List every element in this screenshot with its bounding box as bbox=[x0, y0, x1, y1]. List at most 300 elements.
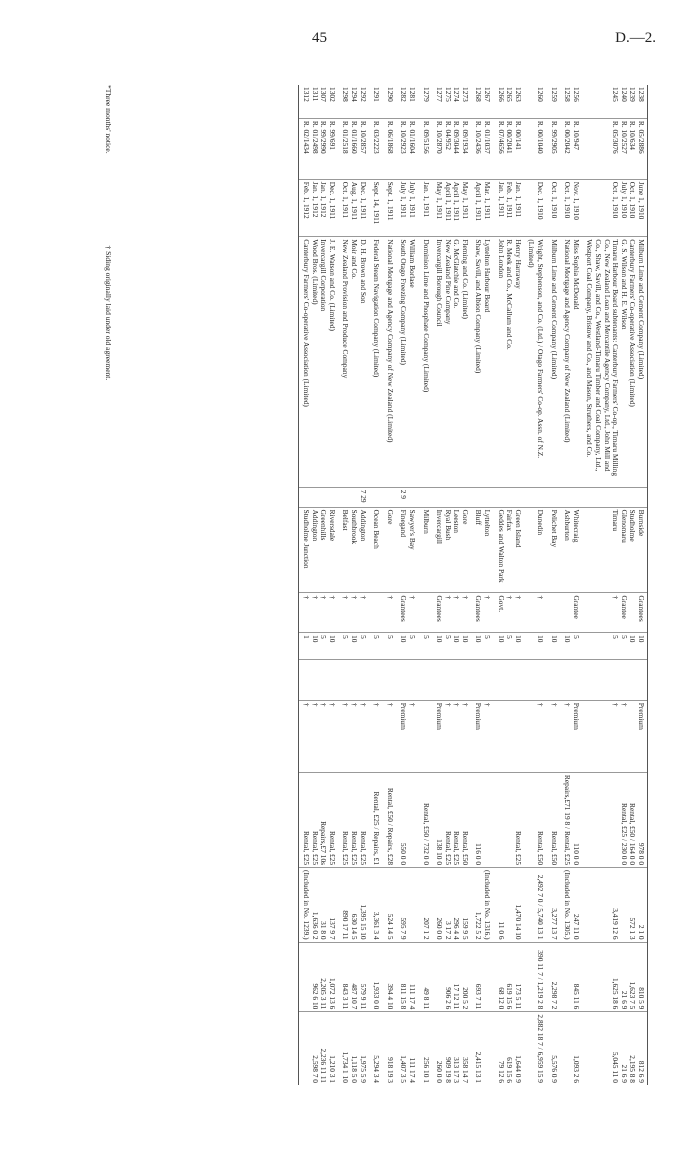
table-cell: Invercargill Corporation bbox=[319, 237, 328, 487]
table-cell: † bbox=[358, 593, 372, 633]
table-cell: Jan. 1, 1911 bbox=[421, 179, 435, 237]
table-cell: Studholme Junction bbox=[299, 507, 310, 593]
table-cell: 5,045 11 0 bbox=[585, 1012, 619, 1085]
table-cell: National Mortgage and Agency Company of New Zealand (Limited) bbox=[563, 237, 572, 487]
table-cell: 1263 bbox=[513, 87, 523, 102]
table-cell: Gore bbox=[385, 507, 399, 593]
table-cell: 10 bbox=[513, 633, 527, 660]
table-cell: † bbox=[452, 593, 461, 633]
table-cell: 5,576 0 9 bbox=[549, 1012, 563, 1085]
table-cell: † bbox=[299, 700, 310, 772]
table-row bbox=[327, 85, 341, 1085]
table-cell bbox=[483, 772, 497, 867]
table-cell: Wright, Stephenson, and Co. (Ltd.) / Otago Farmers' Co-op. Assn. of N.Z. (Limited) bbox=[527, 237, 549, 487]
table-cell: 10 bbox=[628, 633, 637, 660]
table-cell: Rental, £50 / 732 0 0 bbox=[421, 772, 435, 867]
table-cell: 111 17 4 bbox=[407, 942, 421, 1012]
table-cell: 5 bbox=[372, 633, 386, 660]
table-cell: Grantees bbox=[636, 593, 647, 633]
table-cell: 390 11 7 / 1,219 2 8 bbox=[527, 942, 549, 1012]
table-cell: Premium bbox=[571, 700, 585, 772]
table-cell bbox=[496, 487, 505, 507]
table-cell: R. 00/2041 bbox=[505, 118, 514, 179]
table-cell bbox=[496, 660, 505, 700]
table-cell bbox=[385, 660, 399, 700]
table-cell: 296 4 4 bbox=[452, 868, 461, 943]
table-cell: Govt. bbox=[496, 593, 505, 633]
table-cell: R. 03/2223 bbox=[372, 118, 386, 179]
table-cell bbox=[483, 487, 497, 507]
table-cell: 1273 bbox=[460, 87, 470, 102]
table-row bbox=[372, 85, 386, 1085]
table-cell: 3,277 13 7 bbox=[549, 868, 563, 943]
table-cell: Miss Sophia McDonald bbox=[571, 237, 585, 487]
table-cell: 1274 bbox=[452, 87, 462, 102]
table-cell: Whitecraig bbox=[571, 507, 585, 593]
table-cell: † bbox=[443, 700, 452, 772]
table-cell: Premium bbox=[636, 700, 647, 772]
table-cell: Nov. 1, 1910 bbox=[571, 179, 585, 237]
table-cell: Sept. 14, 1911 bbox=[372, 179, 386, 237]
table-cell: 1,933 0 0 bbox=[372, 942, 386, 1012]
table-cell: 1302 bbox=[327, 87, 337, 102]
table-cell: 524 14 5 bbox=[385, 868, 399, 943]
table-cell: R. 07/4656 bbox=[496, 118, 505, 179]
table-cell: 1,975 5 9 bbox=[358, 1012, 372, 1085]
table-cell: 5 bbox=[421, 633, 435, 660]
table-cell bbox=[636, 487, 647, 507]
siding-agreements-table bbox=[298, 85, 648, 1085]
table-cell: 358 14 7 bbox=[460, 1012, 474, 1085]
table-cell bbox=[310, 487, 319, 507]
table-cell: 1,734 1 10 bbox=[341, 1012, 350, 1085]
table-cell: R. 04/952 bbox=[443, 118, 452, 179]
table-cell: 1259 bbox=[549, 87, 559, 102]
table-cell: † bbox=[349, 700, 358, 772]
table-cell: † bbox=[527, 593, 549, 633]
table-cell: 1,395 15 10 bbox=[358, 868, 372, 943]
table-row bbox=[358, 85, 372, 1085]
table-cell bbox=[421, 487, 435, 507]
table-cell bbox=[372, 660, 386, 700]
table-cell: Invercargill Borough Council bbox=[435, 237, 444, 487]
table-cell: Rental, £25 bbox=[341, 772, 350, 867]
table-cell: July 1, 1911 bbox=[407, 179, 421, 237]
table-row bbox=[496, 85, 505, 1085]
table-cell: Green Island bbox=[513, 507, 527, 593]
table-cell bbox=[571, 487, 585, 507]
table-cell: Wood Bros. (Limited) bbox=[310, 237, 319, 487]
table-cell: Federal Steam Navigation Company (Limited) bbox=[372, 237, 386, 487]
table-cell: 909 19 8 bbox=[443, 1012, 452, 1085]
table-cell: † bbox=[327, 593, 341, 633]
table-cell: Rental, £50 bbox=[527, 772, 549, 867]
table-cell: Timaru bbox=[585, 507, 619, 593]
table-row bbox=[571, 85, 585, 1085]
table-cell: 1282 bbox=[399, 87, 409, 102]
table-cell: † bbox=[327, 700, 341, 772]
table-cell bbox=[628, 487, 637, 507]
table-cell: National Mortgage and Agency Company of New Zealand (Limited) bbox=[385, 237, 399, 487]
table-cell bbox=[372, 487, 386, 507]
table-cell: 1,093 2 6 bbox=[571, 1012, 585, 1085]
table-cell: Premium bbox=[435, 700, 444, 772]
table-cell: Shaw, Savill, and Albion Company (Limited) bbox=[474, 237, 483, 487]
table-cell: April 1, 1911 bbox=[443, 179, 452, 237]
table-cell: † bbox=[563, 700, 572, 772]
table-cell bbox=[341, 660, 350, 700]
table-cell bbox=[549, 487, 563, 507]
table-cell bbox=[319, 660, 328, 700]
table-cell: 3,361 3 4 bbox=[372, 868, 386, 943]
table-cell bbox=[474, 660, 483, 700]
table-cell: † bbox=[505, 593, 514, 633]
table-cell: 1 bbox=[299, 633, 310, 660]
table-cell: R. 10/634 bbox=[628, 118, 637, 179]
table-cell: † bbox=[460, 700, 474, 772]
table-cell: April 1, 1911 bbox=[474, 179, 483, 237]
table-cell: † bbox=[385, 700, 399, 772]
table-cell: R. 10/2436 bbox=[474, 118, 483, 179]
table-cell: 487 10 7 bbox=[349, 942, 358, 1012]
table-row bbox=[443, 85, 452, 1085]
table-cell: 200 5 2 bbox=[460, 942, 474, 1012]
table-cell: Riversdale bbox=[327, 507, 341, 593]
table-cell: Oct. 1, 1910 bbox=[628, 179, 637, 237]
footnote-siding: † Siding originally laid under old agreement. bbox=[104, 245, 113, 381]
table-cell bbox=[483, 1012, 497, 1085]
table-cell bbox=[435, 942, 444, 1012]
table-cell: 1,644 0 9 bbox=[513, 1012, 527, 1085]
table-cell: R. 09/1934 bbox=[460, 118, 474, 179]
table-cell: 1,072 13 6 bbox=[327, 942, 341, 1012]
table-cell bbox=[527, 487, 549, 507]
table-cell: 5 bbox=[443, 633, 452, 660]
table-cell: † bbox=[385, 593, 399, 633]
table-cell: 173 5 11 bbox=[513, 942, 527, 1012]
table-cell: 260 0 0 bbox=[435, 868, 444, 943]
table-cell bbox=[585, 660, 619, 700]
table-cell: 1256 bbox=[571, 87, 581, 102]
table-row bbox=[407, 85, 421, 1085]
table-cell: R. 01/2518 bbox=[341, 118, 350, 179]
table-cell: South Otago Freezing Company (Limited) bbox=[399, 237, 408, 487]
table-cell bbox=[421, 660, 435, 700]
table-cell: Fairfax bbox=[505, 507, 514, 593]
table-cell: 550 0 0 bbox=[399, 772, 408, 867]
table-cell: 79 12 6 bbox=[496, 1012, 505, 1085]
table-cell: 5 bbox=[571, 633, 585, 660]
table-cell: Addington bbox=[310, 507, 319, 593]
table-cell: Rental, £25 / Repairs, £1 bbox=[372, 772, 386, 867]
table-cell: Glenomaru bbox=[619, 507, 628, 593]
table-cell: Southbrook bbox=[349, 507, 358, 593]
table-cell: 1245 bbox=[611, 87, 621, 102]
table-cell bbox=[563, 660, 572, 700]
table-cell: 10 bbox=[563, 633, 572, 660]
table-cell: 17 12 11 bbox=[452, 942, 461, 1012]
table-row bbox=[474, 85, 483, 1085]
table-cell bbox=[421, 593, 435, 633]
table-cell: Dominion Lime and Phosphate Company (Limited) bbox=[421, 237, 435, 487]
table-row bbox=[513, 85, 527, 1085]
table-cell: † bbox=[549, 700, 563, 772]
table-cell: 2,195 8 8 bbox=[628, 1012, 637, 1085]
table-cell bbox=[358, 660, 372, 700]
table-cell: Lyttelton bbox=[483, 507, 497, 593]
table-cell: 1,210 3 1 bbox=[327, 1012, 341, 1085]
table-cell bbox=[443, 660, 452, 700]
table-cell: † bbox=[319, 700, 328, 772]
table-cell: 962 6 10 bbox=[310, 942, 319, 1012]
table-cell: 10 bbox=[452, 633, 461, 660]
table-cell: 1,407 3 5 bbox=[399, 1012, 408, 1085]
table-cell: R. 99/2905 bbox=[549, 118, 563, 179]
table-cell bbox=[385, 487, 399, 507]
table-row bbox=[527, 85, 549, 1085]
table-cell: Rental, £25 bbox=[349, 772, 358, 867]
table-row bbox=[619, 85, 628, 1085]
table-row bbox=[399, 85, 408, 1085]
table-cell: 159 9 5 bbox=[460, 868, 474, 943]
table-cell: Rental, £50 bbox=[460, 772, 474, 867]
table-row bbox=[563, 85, 572, 1085]
table-cell: 3,419 12 6 bbox=[585, 868, 619, 943]
table-cell: R. 01/1037 bbox=[483, 118, 497, 179]
table-cell bbox=[505, 487, 514, 507]
table-cell: 1,470 14 10 bbox=[513, 868, 527, 943]
table-cell: R. 10/2857 bbox=[358, 118, 372, 179]
table-cell: 1290 bbox=[385, 87, 395, 102]
table-cell: 10 bbox=[527, 633, 549, 660]
table-cell bbox=[299, 1012, 310, 1085]
table-cell: † bbox=[460, 593, 474, 633]
table-cell: Dec. 1, 1910 bbox=[527, 179, 549, 237]
table-cell: Repairs,£7 10s bbox=[319, 772, 328, 867]
table-cell: 1,623 7 5 bbox=[628, 942, 637, 1012]
table-cell: Dunedin bbox=[527, 507, 549, 593]
table-cell bbox=[483, 660, 497, 700]
table-cell bbox=[505, 700, 514, 772]
table-row bbox=[460, 85, 474, 1085]
table-cell: 5 bbox=[483, 633, 497, 660]
table-cell: 247 11 0 bbox=[571, 868, 585, 943]
table-cell: Gore bbox=[460, 507, 474, 593]
table-cell: Mar. 1, 1911 bbox=[483, 179, 497, 237]
table-cell: 572 1 3 bbox=[628, 868, 637, 943]
table-cell: R. 00/2042 bbox=[563, 118, 572, 179]
table-cell: 918 19 3 bbox=[385, 1012, 399, 1085]
table-cell: 845 11 6 bbox=[571, 942, 585, 1012]
table-cell: Belfast bbox=[341, 507, 350, 593]
table-cell: Greenhills bbox=[319, 507, 328, 593]
table-cell: 890 17 11 bbox=[341, 868, 350, 943]
table-cell bbox=[399, 660, 408, 700]
table-cell: † bbox=[407, 593, 421, 633]
table-cell: † bbox=[619, 700, 628, 772]
table-cell: 5 bbox=[585, 633, 619, 660]
table-cell: 5 bbox=[385, 633, 399, 660]
table-cell: 843 3 11 bbox=[341, 942, 350, 1012]
table-cell bbox=[421, 700, 435, 772]
table-cell bbox=[619, 868, 628, 943]
table-cell: 5 bbox=[407, 633, 421, 660]
table-cell: Geddes and Walton Park bbox=[496, 507, 505, 593]
table-cell bbox=[341, 487, 350, 507]
table-cell bbox=[407, 772, 421, 867]
table-cell: Grantees bbox=[399, 593, 408, 633]
table-cell bbox=[505, 868, 514, 943]
table-cell: † bbox=[483, 700, 497, 772]
table-cell: 630 14 5 bbox=[349, 868, 358, 943]
table-cell: Pelichet Bay bbox=[549, 507, 563, 593]
table-cell: Grantee bbox=[571, 593, 585, 633]
table-cell: R. 01/2498 bbox=[310, 118, 319, 179]
table-cell: Oct. 1, 1910 bbox=[585, 179, 619, 237]
table-cell: † bbox=[513, 593, 527, 633]
table-cell: Burnside bbox=[636, 507, 647, 593]
table-cell: Rental, £50 / 164 0 0 bbox=[628, 772, 637, 867]
table-cell: 1240 bbox=[619, 87, 629, 102]
table-cell: Finegand bbox=[399, 507, 408, 593]
table-cell: 1,636 0 2 bbox=[310, 868, 319, 943]
table-cell bbox=[299, 487, 310, 507]
table-cell: 10 bbox=[327, 633, 341, 660]
section-reference: D.—2. bbox=[615, 30, 656, 46]
table-cell: R. 10/947 bbox=[571, 118, 585, 179]
table-cell bbox=[407, 868, 421, 943]
table-row bbox=[349, 85, 358, 1085]
table-cell: 11 0 6 bbox=[496, 868, 505, 943]
table-cell bbox=[435, 660, 444, 700]
table-cell: † bbox=[349, 593, 358, 633]
table-cell: 2,205 3 11 bbox=[319, 942, 328, 1012]
table-cell: (Included in No. 1239.) bbox=[299, 868, 310, 943]
table-cell: † bbox=[443, 593, 452, 633]
table-cell: J. E. Watson and Co. (Limited) bbox=[327, 237, 341, 487]
table-cell: Premium bbox=[399, 700, 408, 772]
table-cell: 110 0 0 bbox=[571, 772, 585, 867]
table-cell: Lyttelton Harbour Board bbox=[483, 237, 497, 487]
table-cell: 1265 bbox=[505, 87, 515, 102]
table-cell: 111 17 4 bbox=[407, 1012, 421, 1085]
table-cell bbox=[443, 487, 452, 507]
table-cell: 1,722 5 2 bbox=[474, 868, 483, 943]
table-cell bbox=[327, 660, 341, 700]
table-cell: 2,598 7 0 bbox=[310, 1012, 319, 1085]
table-cell: Rental, £25 / 230 0 0 bbox=[619, 772, 628, 867]
table-cell: 10 bbox=[399, 633, 408, 660]
table-row bbox=[299, 85, 310, 1085]
table-cell: 1260 bbox=[536, 87, 546, 102]
table-cell: R. 01/1660 bbox=[349, 118, 358, 179]
table-cell: 1307 bbox=[319, 87, 329, 102]
table-cell bbox=[460, 660, 474, 700]
table-cell bbox=[527, 660, 549, 700]
table-cell: 1279 bbox=[421, 87, 431, 102]
table-cell: New Zealand Pine Company bbox=[443, 237, 452, 487]
table-cell: Feb. 1, 1911 bbox=[505, 179, 514, 237]
table-cell: 978 0 0 bbox=[636, 772, 647, 867]
table-cell: Jan. 1, 1912 bbox=[310, 179, 319, 237]
table-cell bbox=[327, 487, 341, 507]
table-cell: 579 9 11 bbox=[358, 942, 372, 1012]
table-cell: 21 6 9 bbox=[619, 1012, 628, 1085]
table-cell: Milburn Lime and Cement Company (Limited) bbox=[636, 237, 647, 487]
table-cell: 68 12 0 bbox=[496, 942, 505, 1012]
table-cell: † bbox=[358, 700, 372, 772]
table-row bbox=[505, 85, 514, 1085]
table-cell: 394 4 10 bbox=[385, 942, 399, 1012]
table-cell bbox=[636, 660, 647, 700]
table-cell: 1275 bbox=[443, 87, 453, 102]
table-cell bbox=[505, 660, 514, 700]
table-cell: May 1, 1911 bbox=[460, 179, 474, 237]
table-cell: 10 bbox=[549, 633, 563, 660]
table-cell: 1277 bbox=[435, 87, 445, 102]
table-cell: 3 17 2 bbox=[443, 868, 452, 943]
table-cell: Oct. 1, 1910 bbox=[563, 179, 572, 237]
table-cell bbox=[585, 487, 619, 507]
table-cell: 138 10 0 bbox=[435, 772, 444, 867]
table-cell: Dec. 1, 1911 bbox=[327, 179, 341, 237]
table-cell: † bbox=[372, 700, 386, 772]
page-number: 45 bbox=[312, 30, 327, 46]
table-cell: July 1, 1910 bbox=[619, 179, 628, 237]
table-cell: Rental, £25 bbox=[327, 772, 341, 867]
table-cell: 2,492 7 0 / 5,740 13 1 bbox=[527, 868, 549, 943]
table-cell bbox=[407, 487, 421, 507]
table-cell: Rental, £25 bbox=[310, 772, 319, 867]
table-cell: 1298 bbox=[341, 87, 351, 102]
table-cell: † bbox=[483, 593, 497, 633]
table-cell: † bbox=[452, 700, 461, 772]
table-cell: † bbox=[310, 593, 319, 633]
table-cell bbox=[452, 660, 461, 700]
table-cell: 10 bbox=[310, 633, 319, 660]
table-cell: Sawyer's Bay bbox=[407, 507, 421, 593]
table-cell: R. 05/2886 bbox=[636, 118, 647, 179]
table-cell: 49 8 11 bbox=[421, 942, 435, 1012]
table-cell bbox=[299, 660, 310, 700]
table-row bbox=[628, 85, 637, 1085]
footnote-notice: *Three months' notice. bbox=[104, 85, 113, 154]
table-cell: Jan. 1, 1911 bbox=[496, 179, 505, 237]
table-cell bbox=[483, 942, 497, 1012]
table-row bbox=[341, 85, 350, 1085]
table-cell: R. 01/1604 bbox=[407, 118, 421, 179]
table-cell: 5 bbox=[319, 633, 328, 660]
table-cell: 811 15 8 bbox=[399, 942, 408, 1012]
table-cell: Addington bbox=[358, 507, 372, 593]
table-cell: † bbox=[341, 593, 350, 633]
table-cell: Rental, £25 bbox=[358, 772, 372, 867]
table-cell: 256 10 1 bbox=[421, 1012, 435, 1085]
table-cell bbox=[628, 700, 637, 772]
table-cell: May 1, 1911 bbox=[435, 179, 444, 237]
table-cell: † bbox=[407, 700, 421, 772]
table-cell: 260 0 0 bbox=[435, 1012, 444, 1085]
table-cell: 693 7 11 bbox=[474, 942, 483, 1012]
table-cell: † bbox=[299, 593, 310, 633]
table-cell: 2,415 13 1 bbox=[474, 1012, 483, 1085]
table-cell: William Borlase bbox=[407, 237, 421, 487]
table-cell: 1266 bbox=[496, 87, 506, 102]
table-cell: G. McGlatchie and Co. bbox=[452, 237, 461, 487]
table-cell: 1267 bbox=[483, 87, 493, 102]
table-cell: Milburn Lime and Cement Company (Limited) bbox=[549, 237, 563, 487]
table-cell bbox=[474, 487, 483, 507]
